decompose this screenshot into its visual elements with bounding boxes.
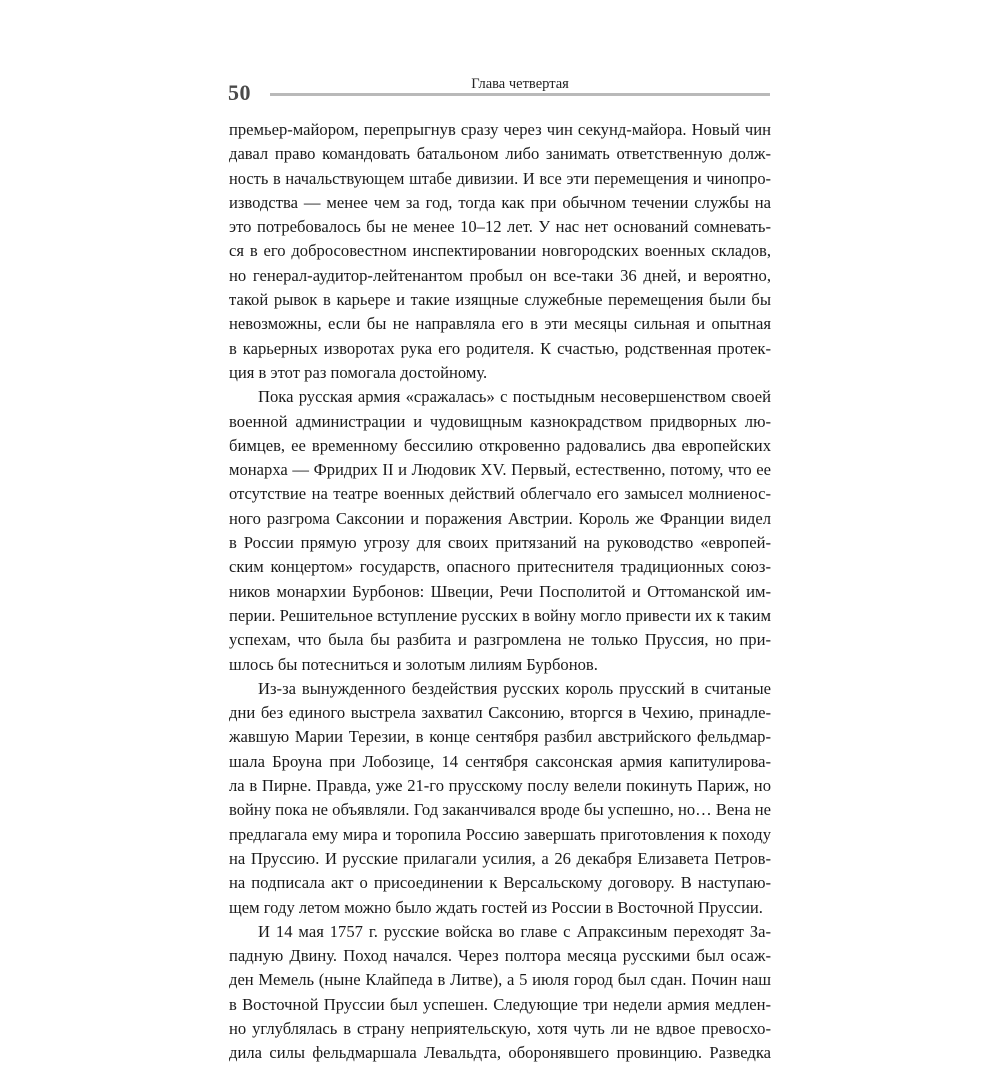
text-line: ся в его добросовестном инспектировании новгородских военных складов, — [229, 241, 771, 261]
text-line: ного разгрома Саксонии и поражения Австрии. Король же Франции видел — [229, 508, 771, 528]
header-rule — [270, 93, 770, 96]
running-head: Глава четвертая — [471, 76, 569, 92]
text-line: Пока русская армия «сражалась» с постыдным несовершенством своей — [258, 387, 771, 407]
text-line: давал право командовать батальоном либо занимать ответственную долж- — [229, 144, 771, 164]
text-line: ников монархии Бурбонов: Швеции, Речи Посполитой и Оттоманской им- — [229, 581, 771, 601]
text-line: невозможны, если бы не направляла его в эти месяцы сильная и опытная — [229, 314, 771, 334]
text-line: ден Мемель (ныне Клайпеда в Литве), а 5 июля город был сдан. Почин наш — [229, 970, 771, 990]
text-line: это потребовалось бы не менее 10–12 лет. У нас нет оснований сомневать- — [229, 217, 771, 237]
text-line: отсутствие на театре военных действий облегчало его замысел молниенос- — [229, 484, 771, 504]
text-line: ским концертом» государств, опасного притеснителя традиционных союз- — [229, 557, 771, 577]
text-line: в карьерных изворотах рука его родителя. К счастью, родственная протек- — [229, 338, 771, 358]
text-line: перии. Решительное вступление русских в войну могло привести их к таким — [229, 605, 771, 625]
text-line: но углублялась в страну неприятельскую, хотя чуть ли не вдвое превосхо- — [229, 1018, 771, 1038]
body-text — [229, 118, 771, 1066]
text-line: дила силы фельдмаршала Левальдта, оборонявшего провинцию. Разведка — [229, 1043, 771, 1063]
text-line: премьер-майором, перепрыгнув сразу через чин секунд-майора. Новый чин — [229, 120, 771, 139]
text-line: предлагала ему мира и торопила Россию завершать приготовления к походу — [229, 824, 771, 844]
text-line: щем году летом можно было ждать гостей из России в Восточной Пруссии. — [229, 897, 763, 917]
text-line: на Пруссию. И русские прилагали усилия, а 26 декабря Елизавета Петров- — [229, 848, 771, 868]
text-line: на подписала акт о присоединении к Версальскому договору. В наступаю- — [229, 873, 771, 893]
text-line: И 14 мая 1757 г. русские войска во главе с Апраксиным переходят За- — [258, 921, 771, 941]
text-line: успехам, что была бы разбита и разгромлена не только Пруссия, но при- — [229, 630, 771, 650]
text-line: дни без единого выстрела захватил Саксонию, вторгся в Чехию, принадле- — [229, 703, 771, 723]
text-line: в России прямую угрозу для своих притязаний на руководство «европей- — [229, 533, 771, 553]
text-line: шлось бы потесниться и золотым лилиям Бурбонов. — [229, 654, 598, 674]
text-line: шала Броуна при Лобозице, 14 сентября саксонская армия капитулирова- — [229, 751, 771, 771]
text-line: ция в этот раз помогала достойному. — [229, 362, 488, 382]
text-line: монарха — Фридрих II и Людовик XV. Первый, естественно, потому, что ее — [229, 460, 771, 480]
text-line: ность в начальствующем штабе дивизии. И все эти перемещения и чинопро- — [229, 168, 771, 188]
text-line: военной администрации и чудовищным казнокрадством придворных лю- — [229, 411, 771, 431]
text-line: ла в Пирне. Правда, уже 21-го прусскому послу велели покинуть Париж, но — [229, 776, 771, 796]
text-line: падную Двину. Поход начался. Через полтора месяца русскими был осаж- — [229, 946, 771, 966]
text-line: бимцев, ее временному бессилию откровенно радовались два европейских — [229, 435, 771, 455]
text-line: изводства — менее чем за год, тогда как при обычном течении службы на — [229, 192, 771, 212]
text-line: войну пока не объявляли. Год заканчивался вроде бы успешно, но… Вена не — [229, 800, 771, 820]
text-line: жавшую Марии Терезии, в конце сентября разбил австрийского фельдмар- — [229, 727, 771, 747]
page-number: 50 — [228, 80, 251, 105]
text-line: Из-за вынужденного бездействия русских король прусский в считаные — [258, 678, 771, 698]
text-line: но генерал-аудитор-лейтенантом пробыл он все-таки 36 дней, и вероятно, — [229, 265, 771, 285]
text-line: такой рывок в карьере и такие изящные служебные перемещения были бы — [229, 290, 771, 310]
text-line: в Восточной Пруссии был успешен. Следующие три недели армия медлен- — [229, 994, 771, 1014]
